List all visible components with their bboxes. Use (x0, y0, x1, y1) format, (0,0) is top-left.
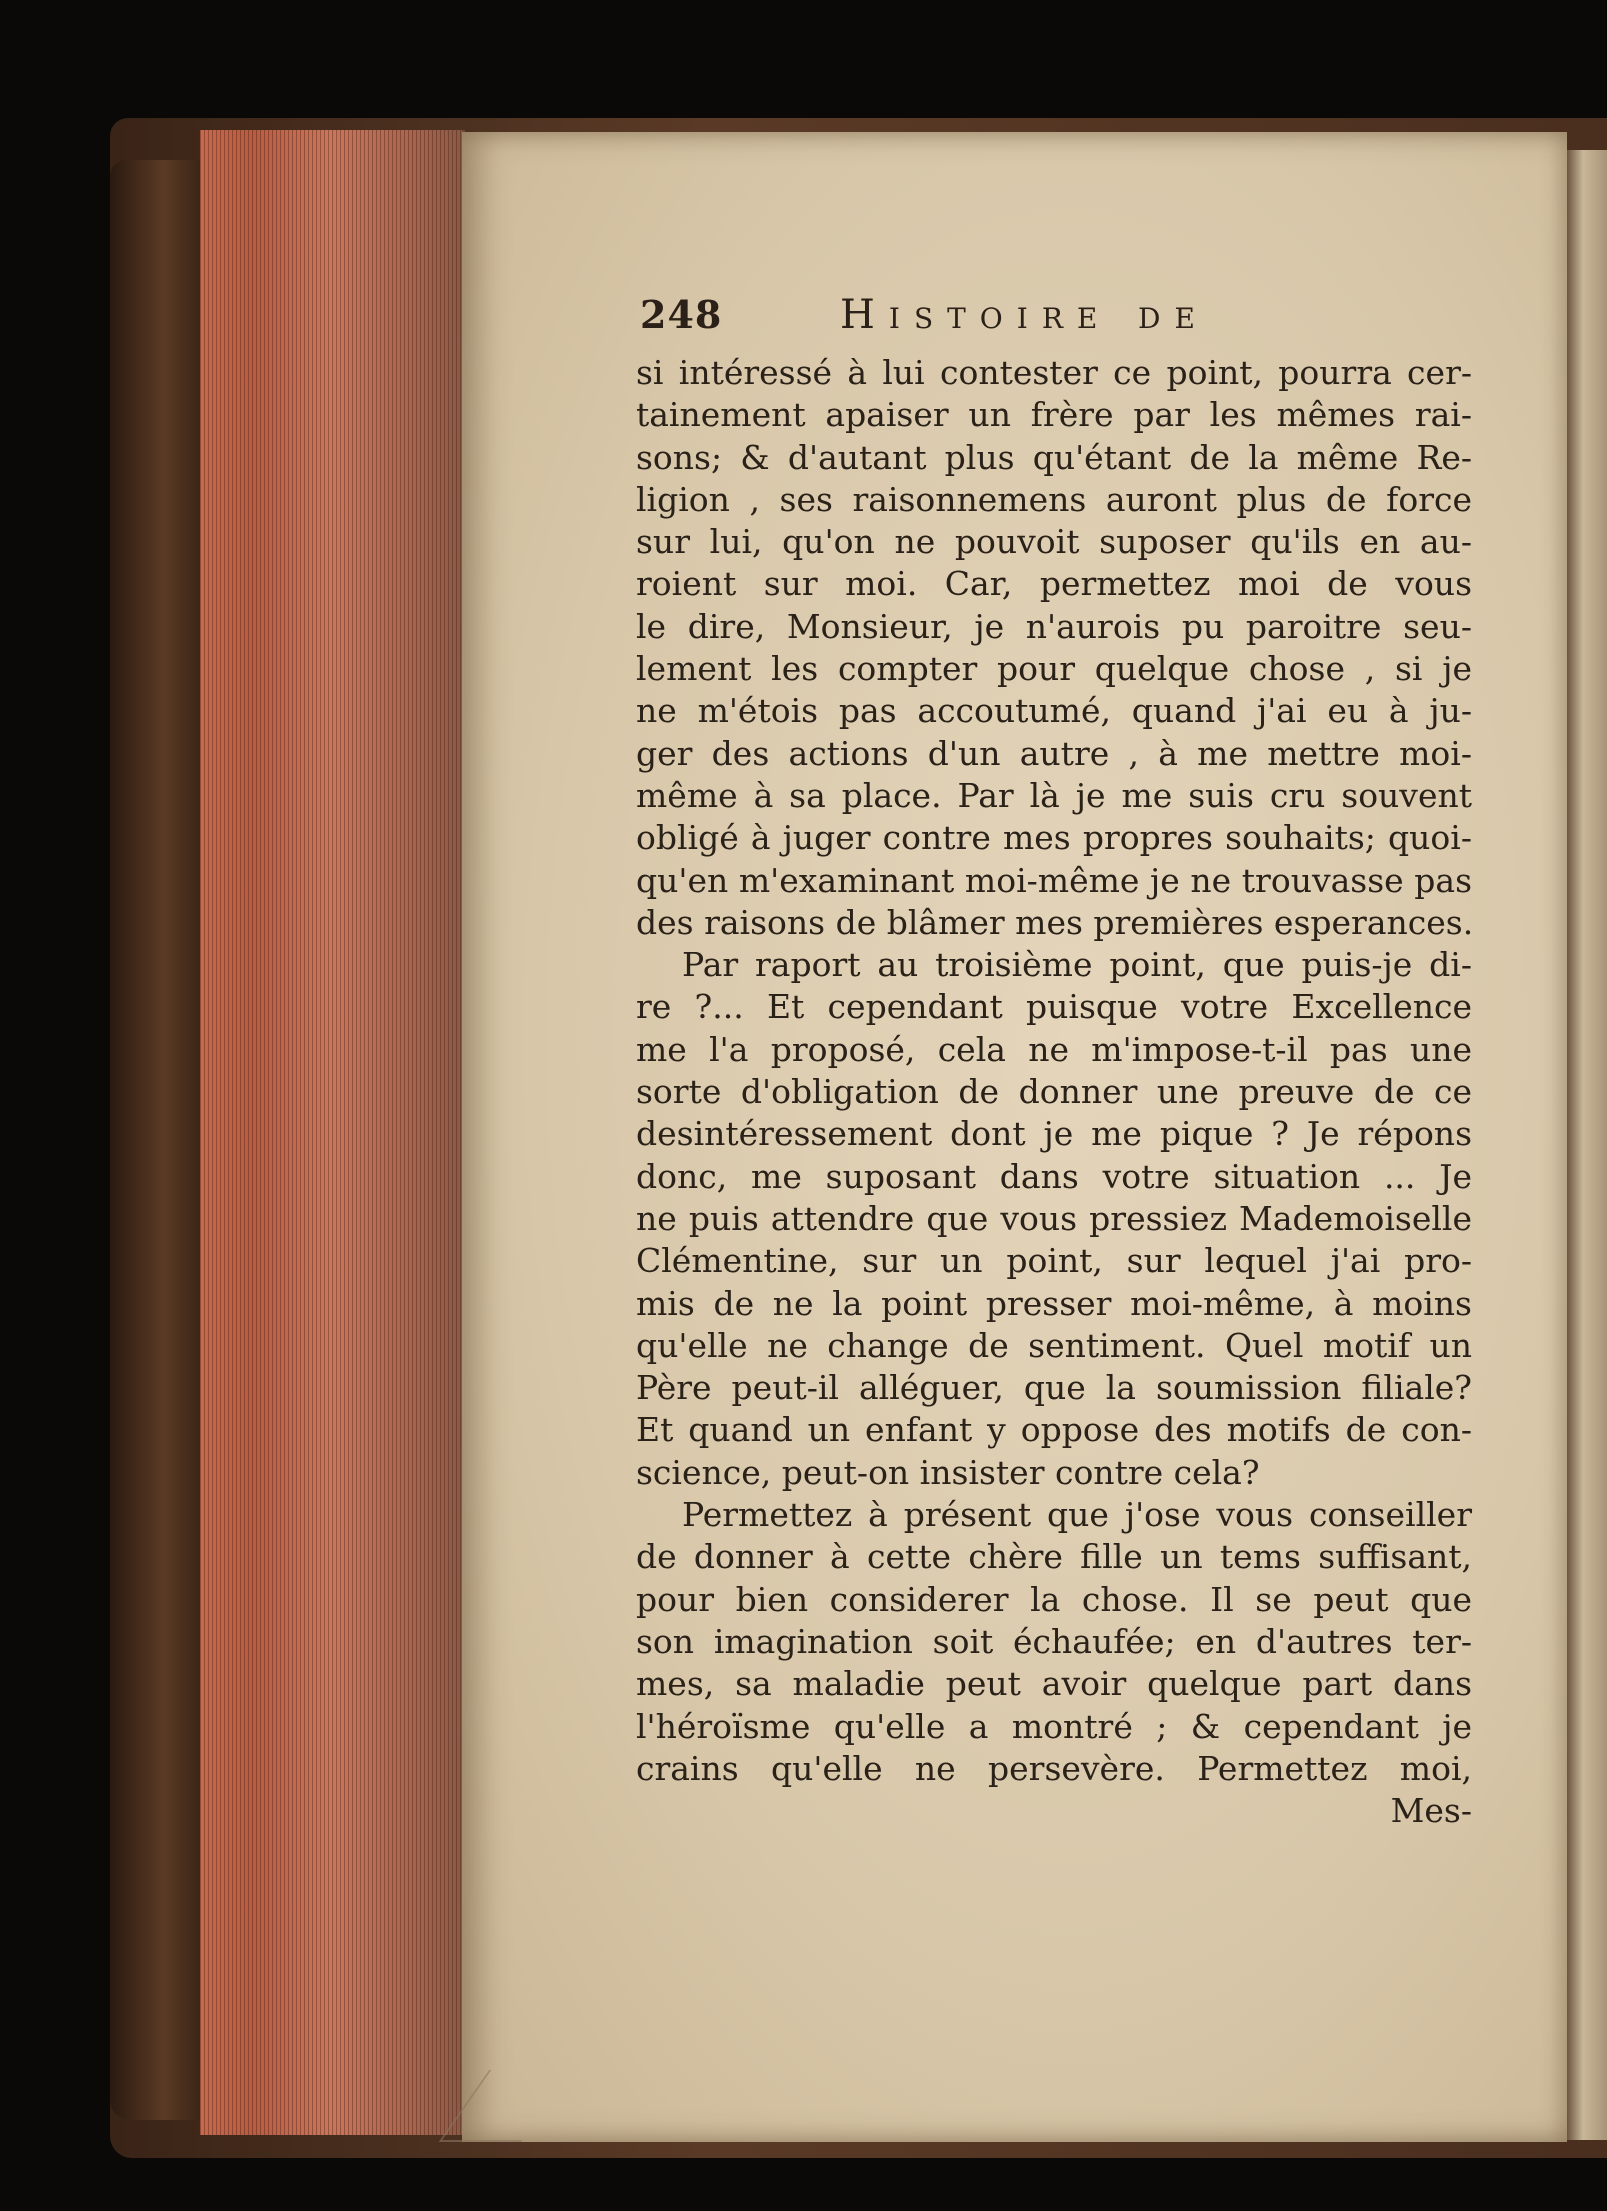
facing-page-edge (1567, 150, 1607, 2140)
text-line: desintéressement dont je me pique ? Je répons (636, 1114, 1472, 1154)
text-line: me l'a proposé, cela ne m'impose-t-il pas une (636, 1029, 1472, 1069)
catchword: Mes- (1390, 1791, 1472, 1831)
text-line: même à sa place. Par là je me suis cru souvent (636, 775, 1472, 815)
text-line: pour bien considerer la chose. Il se peut que (636, 1579, 1472, 1619)
book-spine (110, 160, 200, 2120)
text-line: donc, me suposant dans votre situation ... Je (636, 1156, 1472, 1196)
text-line: son imagination soit échaufée; en d'autres ter- (636, 1621, 1472, 1661)
page-number: 248 (640, 292, 723, 337)
running-head (640, 292, 1400, 342)
text-line: ligion , ses raisonnemens auront plus de force (636, 479, 1472, 519)
text-line: crains qu'elle ne persevère. Permettez moi, (636, 1748, 1472, 1788)
text-line: sorte d'obligation de donner une preuve de ce (636, 1072, 1472, 1112)
text-line: re ?... Et cependant puisque votre Excellence (636, 987, 1472, 1027)
text-line: mis de ne la point presser moi-même, à moins (636, 1283, 1472, 1323)
text-line: de donner à cette chère fille un tems suffisant, (636, 1537, 1472, 1577)
text-line: sur lui, qu'on ne pouvoit suposer qu'ils en au- (636, 522, 1472, 562)
text-line: Par raport au troisième point, que puis-je di- (682, 945, 1472, 985)
text-line: Permettez à présent que j'ose vous conseiller (682, 1495, 1472, 1535)
running-title: Histoire de (840, 292, 1209, 338)
text-line: sons; & d'autant plus qu'étant de la même Re- (636, 437, 1472, 477)
text-line: Père peut-il alléguer, que la soumission filiale? (636, 1368, 1472, 1408)
text-line: roient sur moi. Car, permettez moi de vous (636, 564, 1472, 604)
text-line: mes, sa maladie peut avoir quelque part dans (636, 1664, 1472, 1704)
text-line: ne puis attendre que vous pressiez Mademoiselle (636, 1198, 1472, 1238)
text-line: ne m'étois pas accoutumé, quand j'ai eu à ju- (636, 691, 1472, 731)
body-text (636, 352, 1472, 1832)
text-line: si intéressé à lui contester ce point, pourra cer- (636, 353, 1472, 392)
text-line: Et quand un enfant y oppose des motifs de con- (636, 1410, 1472, 1450)
page-edges (200, 130, 465, 2135)
text-line: des raisons de blâmer mes premières esperances. (636, 902, 1474, 942)
text-line: lement les compter pour quelque chose , si je (636, 649, 1472, 689)
text-line: Clémentine, sur un point, sur lequel j'ai pro- (636, 1241, 1472, 1281)
text-line: l'héroïsme qu'elle a montré ; & cependant je (636, 1706, 1472, 1746)
text-line: qu'en m'examinant moi-même je ne trouvasse pas (636, 860, 1472, 900)
text-line: qu'elle ne change de sentiment. Quel motif un (636, 1325, 1472, 1365)
text-line: le dire, Monsieur, je n'aurois pu paroitre seu- (636, 606, 1472, 646)
text-line: tainement apaiser un frère par les mêmes rai- (636, 395, 1472, 435)
text-line: ger des actions d'un autre , à me mettre moi- (636, 733, 1472, 773)
text-line: science, peut-on insister contre cela? (636, 1452, 1260, 1492)
text-line: obligé à juger contre mes propres souhaits; quoi- (636, 818, 1472, 858)
